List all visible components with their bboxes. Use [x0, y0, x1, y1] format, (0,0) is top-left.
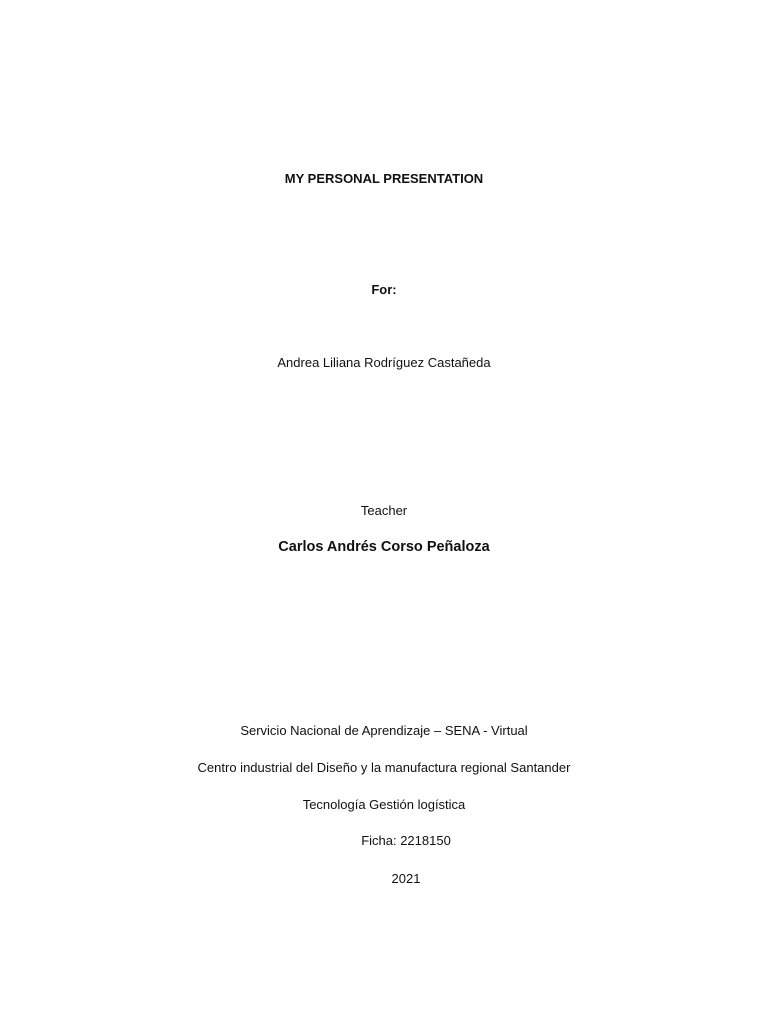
center-name: Centro industrial del Diseño y la manufactura regional Santander — [197, 760, 571, 775]
ficha-number: Ficha: 2218150 — [361, 833, 451, 848]
program-name: Tecnología Gestión logística — [302, 797, 466, 812]
document-year: 2021 — [391, 871, 421, 886]
document-title: MY PERSONAL PRESENTATION — [284, 171, 484, 186]
teacher-label: Teacher — [360, 503, 408, 518]
teacher-name: Carlos Andrés Corso Peñaloza — [278, 539, 490, 555]
for-label: For: — [371, 282, 397, 297]
author-name: Andrea Liliana Rodríguez Castañeda — [277, 355, 491, 370]
institution-name: Servicio Nacional de Aprendizaje – SENA - Virtual — [240, 723, 528, 738]
